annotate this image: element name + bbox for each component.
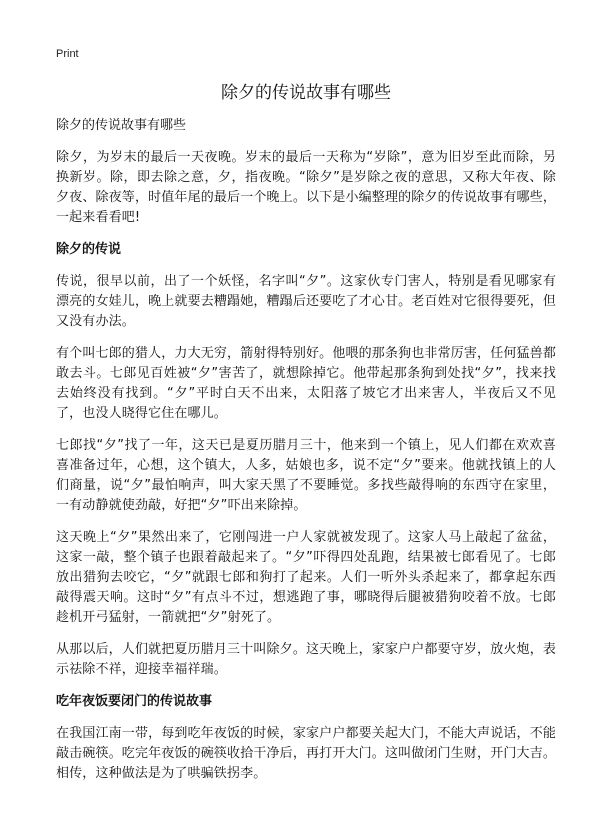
section-heading-closed-door: 吃年夜饭要闭门的传说故事 (56, 694, 213, 709)
section-heading-legend: 除夕的传说 (56, 242, 122, 257)
legend-paragraph-2: 有个叫七郎的猎人，力大无穷，箭射得特别好。他喂的那条狗也非常厉害，任何猛兽都敢去斗。七郎见百姓被“夕”害苦了，就想除掉它。他带起那条狗到处找“夕”，找来找去始终没有找到。“夕”平时白天不出来，太阳落了坡它才出来害人，半夜后又不见了，也没人晓得它住在哪儿。 (56, 346, 556, 421)
print-label[interactable]: Print (56, 48, 79, 60)
intro-paragraph: 除夕，为岁末的最后一天夜晚。岁末的最后一天称为“岁除”，意为旧岁至此而除，另换新岁。除，即去除之意，夕，指夜晚。“除夕”是岁除之夜的意思，又称大年夜、除夕夜、除夜等，时值年尾的最后一个晚上。以下是小编整理的除夕的传说故事有哪些，一起来看看吧! (56, 150, 556, 225)
legend-paragraph-5: 从那以后，人们就把夏历腊月三十叫除夕。这天晚上，家家户户都要守岁，放火炮，表示祛除不祥，迎接幸福祥瑞。 (56, 642, 556, 677)
legend-paragraph-3: 七郎找“夕”找了一年，这天已是夏历腊月三十，他来到一个镇上，见人们都在欢欢喜喜准备过年，心想，这个镇大，人多，姑娘也多，说不定“夕”要来。他就找镇上的人们商量，说“夕”最怕响声，叫大家天黑了不要睡觉。多找些敲得响的东西守在家里，一有动静就使劲敲，好把“夕”吓出来除掉。 (56, 438, 556, 513)
legend-paragraph-1: 传说，很早以前，出了一个妖怪，名字叫“夕”。这家伙专门害人，特别是看见哪家有漂亮的女娃儿，晚上就要去糟蹋她，糟蹋后还要吃了才心甘。老百姓对它很得要死，但又没有办法。 (56, 274, 556, 329)
article-subtitle: 除夕的传说故事有哪些 (56, 118, 187, 133)
legend-paragraph-4: 这天晚上“夕”果然出来了，它刚闯进一户人家就被发现了。这家人马上敲起了盆盆，这家一敲，整个镇子也跟着敲起来了。“夕”吓得四处乱跑，结果被七郎看见了。七郎放出猎狗去咬它，“夕”就跟七郎和狗打了起来。人们一听外头杀起来了，都拿起东西敲得震天响。这时“夕”有点斗不过，想逃跑了事，哪晓得后腿被猎狗咬着不放。七郎趁机开弓猛射，一箭就把“夕”射死了。 (56, 530, 556, 625)
article-title: 除夕的传说故事有哪些 (221, 83, 391, 103)
closed-door-paragraph-1: 在我国江南一带，每到吃年夜饭的时候，家家户户都要关起大门，不能大声说话，不能敲击碗筷。吃完年夜饭的碗筷收拾干净后，再打开大门。这叫做闭门生财，开门大吉。相传，这种做法是为了哄骗铁拐李。 (56, 726, 556, 781)
